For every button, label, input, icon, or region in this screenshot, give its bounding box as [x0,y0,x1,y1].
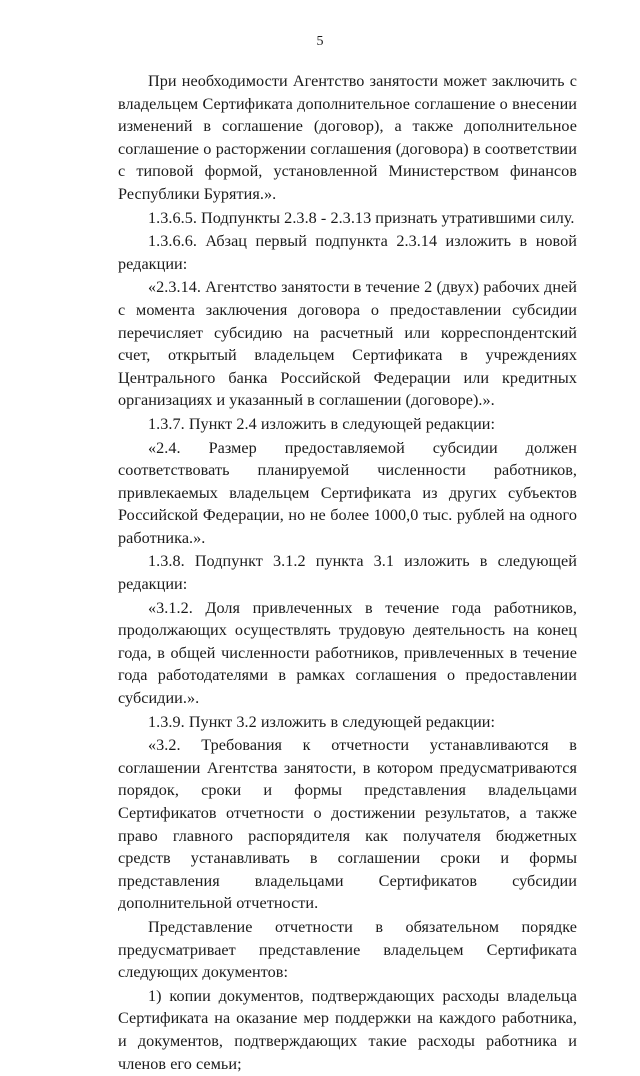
paragraph-1-3-6-6: 1.3.6.6. Абзац первый подпункта 2.3.14 изложить в новой редакции: [118,232,577,273]
paragraph-2-4: «2.4. Размер предоставляемой субсидии должен соответствовать планируемой численности работников, привлекаемых владельцем Сертификата из других субъектов Российской Федерации, но не более 1000,0 тыс. рублей на одного работника.». [118,438,577,547]
paragraph-reporting: Представление отчетности в обязательном порядке предусматривает представление владельцем Сертификата следующих документов: [118,917,577,982]
document-body [118,70,577,1076]
paragraph-3-2: «3.2. Требования к отчетности устанавливаются в соглашении Агентства занятости, в котором предусматриваются порядок, сроки и формы представления владельцами Сертификатов отчетности о достижении результатов, а также право главного распорядителя как получателя бюджетных средств устанавливать в соглашении сроки и формы представления владельцами Сертификатов субсидии дополнительной отчетности. [118,736,577,913]
page-number: 5 [316,34,324,49]
paragraph-item-1: 1) копии документов, подтверждающих расходы владельца Сертификата на оказание мер поддержки на каждого работника, и документов, подтверждающих такие расходы работника и членов его семьи; [118,986,577,1073]
paragraph-1-3-6-5: 1.3.6.5. Подпункты 2.3.8 - 2.3.13 признать утратившими силу. [148,208,575,227]
paragraph-2-3-14: «2.3.14. Агентство занятости в течение 2 (двух) рабочих дней с момента заключения договора о предоставлении субсидии перечисляет субсидию на расчетный или корреспондентский счет, открытый владельцем Сертификата в учреждениях Центрального банка Российской Федерации или кредитных организациях и указанный в соглашении (договоре).». [118,278,577,410]
paragraph-additional-agreement: При необходимости Агентство занятости может заключить с владельцем Сертификата дополнительное соглашение о внесении изменений в соглашение (договор), а также дополнительное соглашение о расторжении соглашения (договора) в соответствии с типовой формой, установленной Министерством финансов Республики Бурятия.». [118,72,577,203]
paragraph-1-3-8: 1.3.8. Подпункт 3.1.2 пункта 3.1 изложить в следующей редакции: [118,552,577,594]
paragraph-1-3-7: 1.3.7. Пункт 2.4 изложить в следующей редакции: [148,414,496,433]
paragraph-3-1-2: «3.1.2. Доля привлеченных в течение года работников, продолжающих осуществлять трудовую деятельность на конец года, в общей численности работников, привлеченных в течение года работодателями в рамках соглашения о предоставлении субсидии.». [118,598,577,708]
paragraph-1-3-9: 1.3.9. Пункт 3.2 изложить в следующей редакции: [148,712,496,731]
